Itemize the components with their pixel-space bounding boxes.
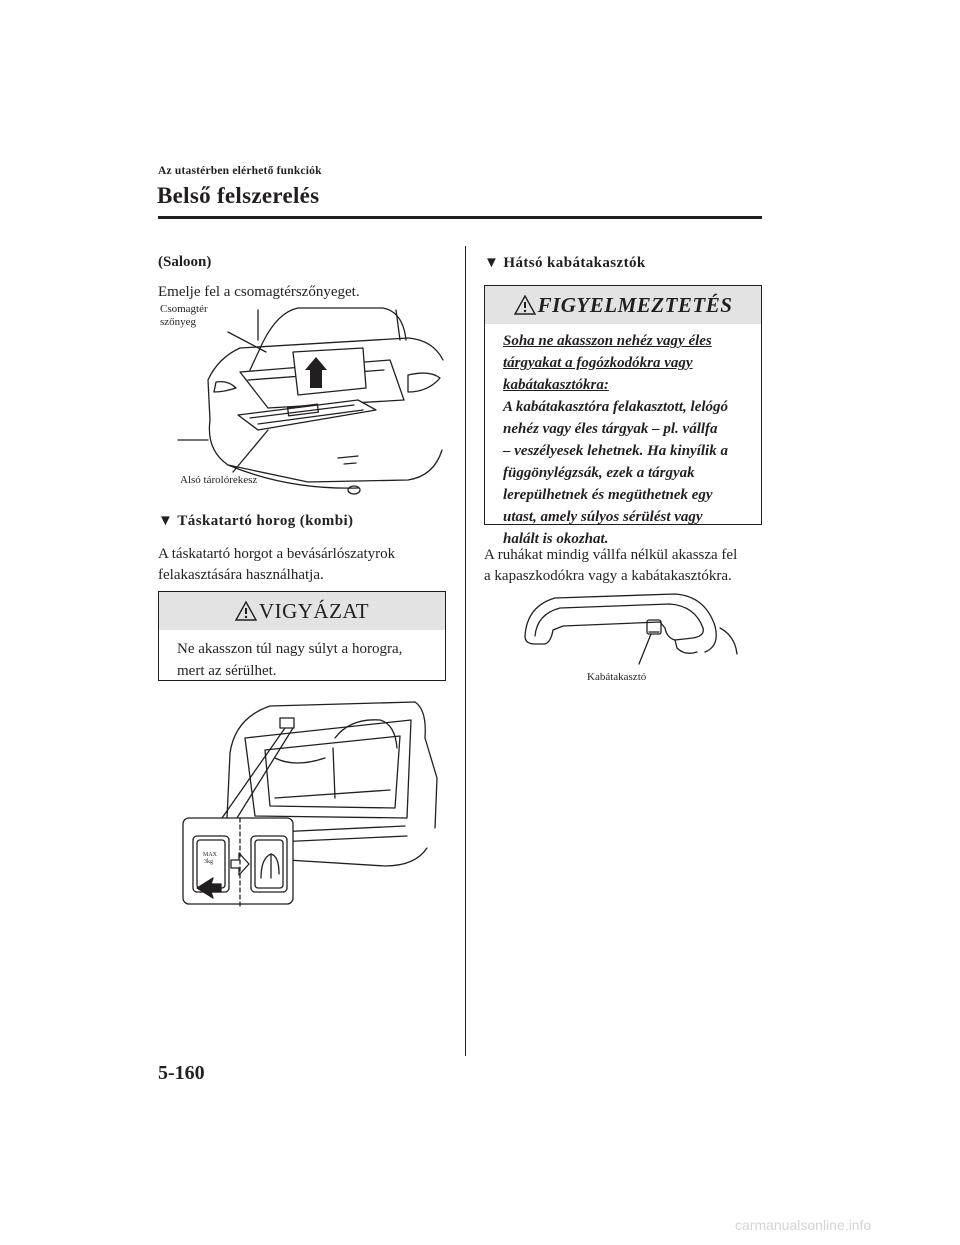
- coat-heading: ▼ Hátsó kabátakasztók: [484, 255, 646, 271]
- trunk-mat-callout-1: Csomagtér: [160, 303, 208, 315]
- trunk-mat-callout-2: szőnyeg: [160, 316, 197, 328]
- saloon-label: (Saloon): [158, 254, 212, 270]
- warning-line-6: utast, amely súlyos sérülést vagy: [503, 509, 703, 525]
- watermark: carmanualsonline.info: [735, 1217, 872, 1233]
- page-title: Belső felszerelés: [157, 183, 320, 208]
- saloon-trunk-illustration: [158, 300, 448, 505]
- warning-underlined-line-1: Soha ne akasszon nehéz vagy éles: [503, 333, 712, 349]
- section-title: Az utastérben elérhető funkciók: [158, 165, 322, 177]
- warning-underlined-line-3: kabátakasztókra:: [503, 377, 609, 393]
- warning-line-5: lerepülhetnek és megüthetnek egy: [503, 487, 713, 503]
- warning-box: [484, 285, 762, 547]
- title-rule: [158, 216, 762, 219]
- coat-hook-callout: Kabátakasztó: [587, 671, 647, 683]
- warning-line-7: halált is okozhat.: [503, 531, 609, 547]
- column-divider: [465, 246, 466, 1056]
- hook-heading: ▼ Táskatartó horog (kombi): [158, 513, 354, 529]
- warning-line-4: függönylégzsák, ezek a tárgyak: [503, 465, 695, 481]
- warning-header: [485, 286, 761, 324]
- warning-underlined-line-2: tárgyakat a fogózkodókra vagy: [503, 355, 693, 371]
- warning-line-1: A kabátakasztóra felakasztott, lelógó: [503, 399, 729, 415]
- caution-title: VIGYÁZAT: [258, 598, 370, 623]
- triangle-marker-icon: ▼: [484, 255, 500, 271]
- caution-box: [158, 591, 446, 681]
- caution-header: [159, 592, 445, 630]
- wagon-hook-illustration: [175, 698, 440, 908]
- warning-line-2: nehéz vagy éles tárgyak – pl. vállfa: [503, 421, 718, 437]
- hook-weight-label: 3kg: [204, 859, 213, 865]
- triangle-marker-icon: ▼: [158, 513, 174, 529]
- saloon-instruction: Emelje fel a csomagtérszőnyeget.: [158, 284, 360, 300]
- hook-text-1: A táskatartó horgot a bevásárlószatyrok: [158, 546, 396, 562]
- coat-text-1: A ruhákat mindig vállfa nélkül akassza fel: [484, 547, 738, 563]
- trunk-box-callout: Alsó tárolórekesz: [180, 474, 258, 486]
- warning-triangle-icon: [514, 295, 536, 315]
- grab-handle-illustration: [515, 586, 745, 686]
- coat-text-2: a kapaszkodókra vagy a kabátakasztókra.: [484, 568, 732, 584]
- hook-text-2: felakasztására használhatja.: [158, 567, 324, 583]
- hook-max-label: MAX: [203, 852, 218, 858]
- warning-triangle-icon: [235, 601, 257, 621]
- warning-title: FIGYELMEZTETÉS: [537, 292, 733, 317]
- caution-line-1: Ne akasszon túl nagy súlyt a horogra,: [177, 641, 403, 657]
- page-number: 5-160: [158, 1062, 205, 1084]
- caution-line-2: mert az sérülhet.: [177, 663, 277, 679]
- warning-line-3: – veszélyesek lehetnek. Ha kinyílik a: [503, 443, 728, 459]
